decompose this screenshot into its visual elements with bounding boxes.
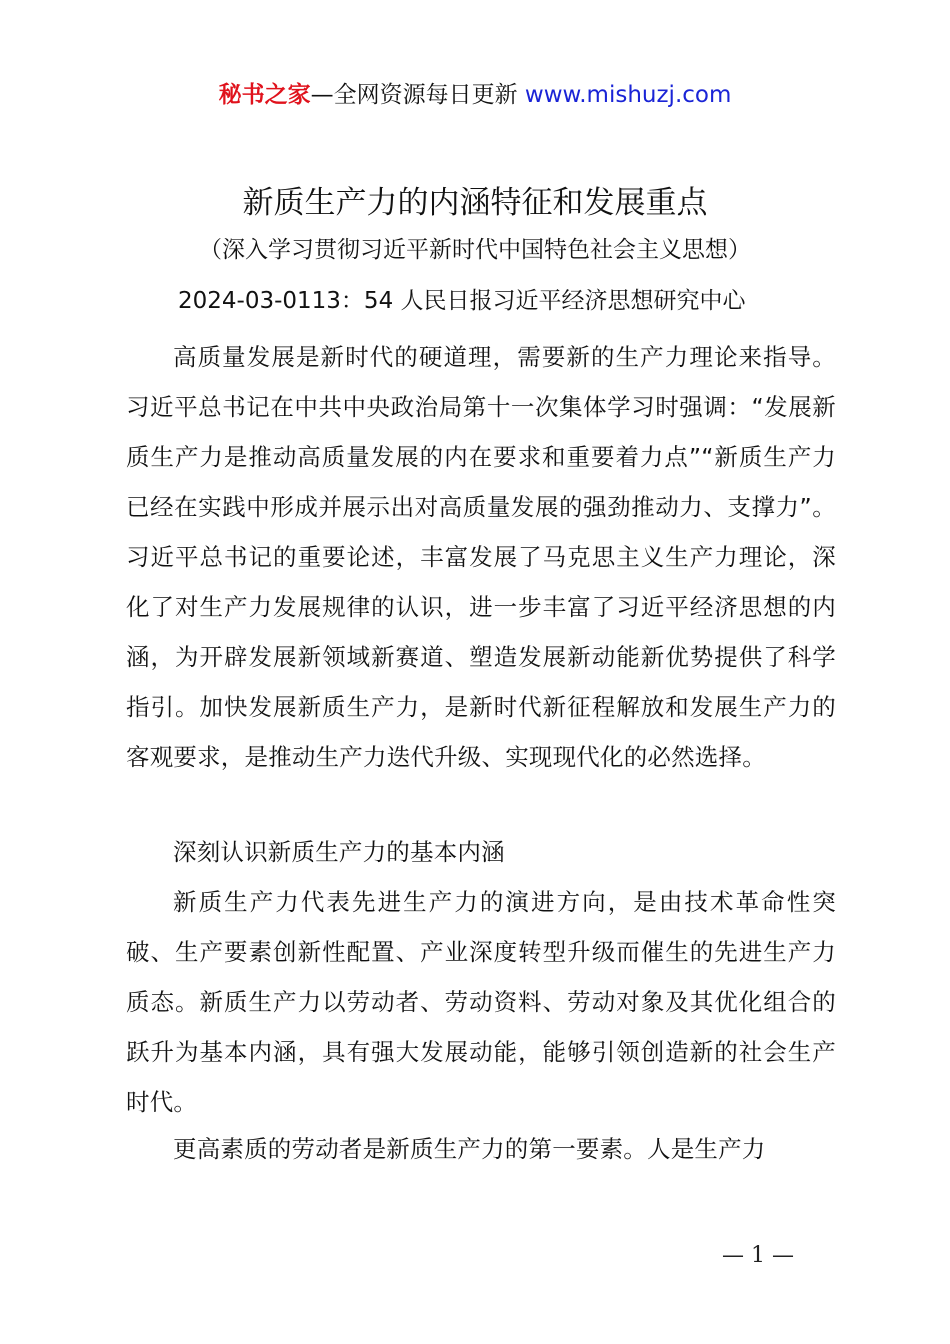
section-heading-text: 深刻认识新质生产力的基本内涵 bbox=[173, 838, 505, 866]
section-heading bbox=[126, 827, 836, 877]
header-tagline: —全网资源每日更新 bbox=[310, 82, 525, 108]
site-url-link[interactable]: www.mishuzj.com bbox=[524, 82, 732, 108]
article-subtitle: （深入学习贯彻习近平新时代中国特色社会主义思想） bbox=[199, 237, 751, 263]
brand-name: 秘书之家 bbox=[218, 82, 311, 108]
paragraph-text: 高质量发展是新时代的硬道理，需要新的生产力理论来指导。习近平总书记在中共中央政治局第十一次集体学习时强调：“发展新质生产力是推动高质量发展的内在要求和重要着力点”“新质生产力已经在实践中形成并展示出对高质量发展的强劲推动力、支撑力”。习近平总书记的重要论述，丰富发展了马克思主义生产力理论，深化了对生产力发展规律的认识，进一步丰富了习近平经济思想的内涵，为开辟发展新领域新赛道、塑造发展新动能新优势提供了科学指引。加快发展新质生产力，是新时代新征程解放和发展生产力的客观要求，是推动生产力迭代升级、实现现代化的必然选择。 bbox=[126, 343, 836, 771]
body-paragraph-2 bbox=[126, 877, 836, 1127]
body-paragraph-3 bbox=[126, 1124, 836, 1174]
body-paragraph-1 bbox=[126, 332, 836, 782]
paragraph-text: 新质生产力代表先进生产力的演进方向，是由技术革命性突破、生产要素创新性配置、产业深度转型升级而催生的先进生产力质态。新质生产力以劳动者、劳动资料、劳动对象及其优化组合的跃升为基本内涵，具有强大发展动能，能够引领创造新的社会生产时代。 bbox=[126, 888, 836, 1116]
site-header bbox=[0, 78, 950, 112]
article-dateline: 2024-03-0113：54 人民日报习近平经济思想研究中心 bbox=[178, 288, 746, 314]
article-title: 新质生产力的内涵特征和发展重点 bbox=[242, 185, 708, 221]
page-number: — 1 — bbox=[722, 1243, 794, 1268]
paragraph-text: 更高素质的劳动者是新质生产力的第一要素。人是生产力 bbox=[173, 1135, 766, 1163]
